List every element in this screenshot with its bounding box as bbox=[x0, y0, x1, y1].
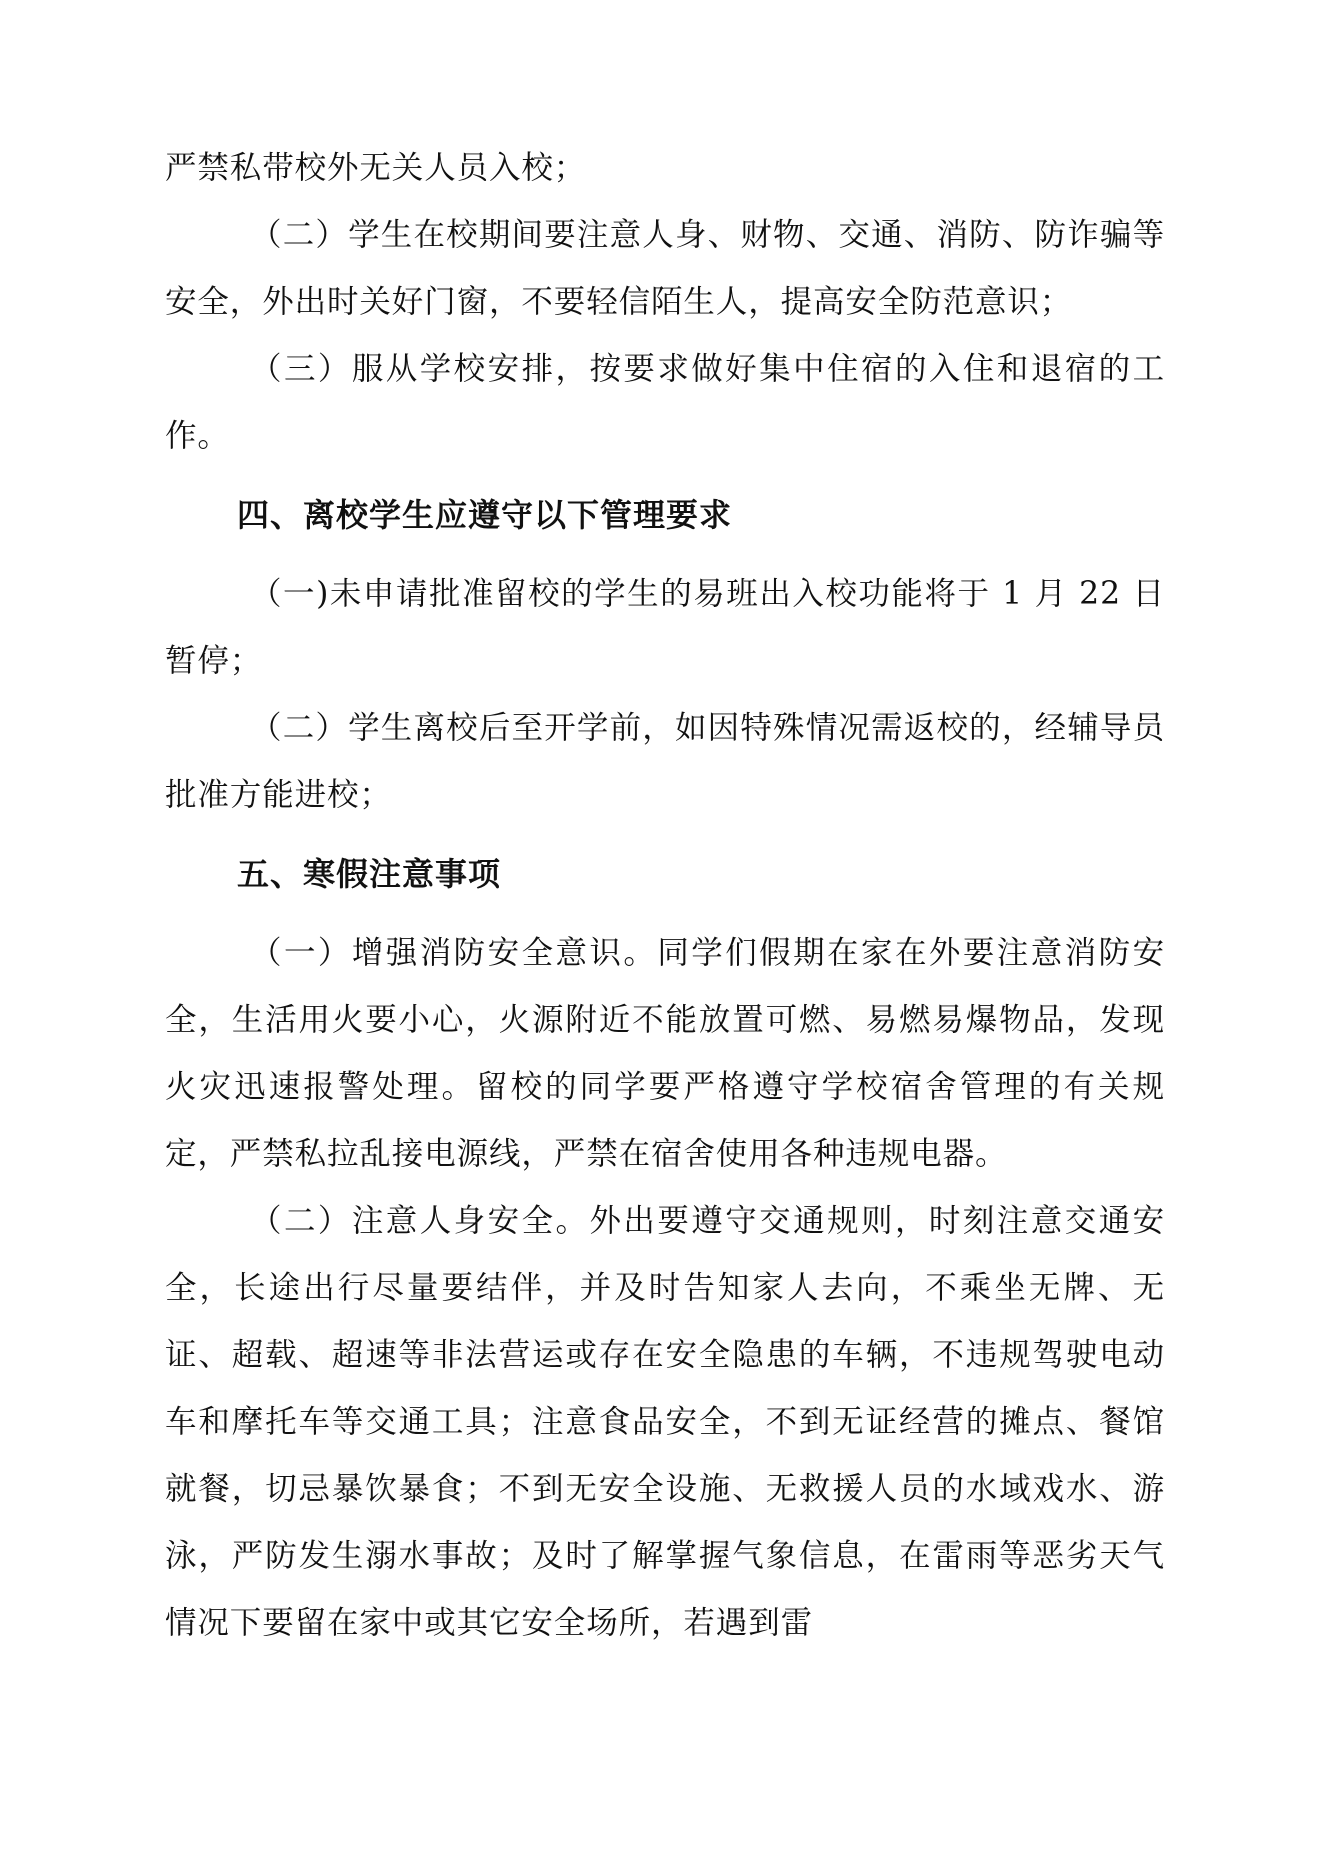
paragraph-5-1: （一）增强消防安全意识。同学们假期在家在外要注意消防安全，生活用火要小心，火源附近不能放置可燃、易燃易爆物品，发现火灾迅速报警处理。留校的同学要严格遵守学校宿舍管理的有关规定，严禁私拉乱接电源线，严禁在宿舍使用各种违规电器。 bbox=[165, 935, 1165, 1172]
paragraph-4-1: （一)未申请批准留校的学生的易班出入校功能将于 1 月 22 日暂停； bbox=[165, 576, 1165, 679]
section-heading-5: 五、寒假注意事项 bbox=[237, 855, 502, 893]
paragraph-continued: 严禁私带校外无关人员入校； bbox=[165, 150, 587, 186]
paragraph-3-3: （三）服从学校安排，按要求做好集中住宿的入住和退宿的工作。 bbox=[165, 351, 1165, 454]
paragraph-5-2: （二）注意人身安全。外出要遵守交通规则，时刻注意交通安全，长途出行尽量要结伴，并及时告知家人去向，不乘坐无牌、无证、超载、超速等非法营运或存在安全隐患的车辆，不违规驾驶电动车和摩托车等交通工具；注意食品安全，不到无证经营的摊点、餐馆就餐，切忌暴饮暴食；不到无安全设施、无救援人员的水域戏水、游泳，严防发生溺水事故；及时了解掌握气象信息，在雷雨等恶劣天气情况下要留在家中或其它安全场所，若遇到雷 bbox=[165, 1203, 1165, 1641]
paragraph-3-2: （二）学生在校期间要注意人身、财物、交通、消防、防诈骗等安全，外出时关好门窗，不要轻信陌生人，提高安全防范意识； bbox=[165, 217, 1165, 320]
section-heading-4: 四、离校学生应遵守以下管理要求 bbox=[237, 496, 733, 534]
document-body bbox=[165, 135, 1165, 1657]
paragraph-4-2: （二）学生离校后至开学前，如因特殊情况需返校的，经辅导员批准方能进校； bbox=[165, 710, 1165, 813]
